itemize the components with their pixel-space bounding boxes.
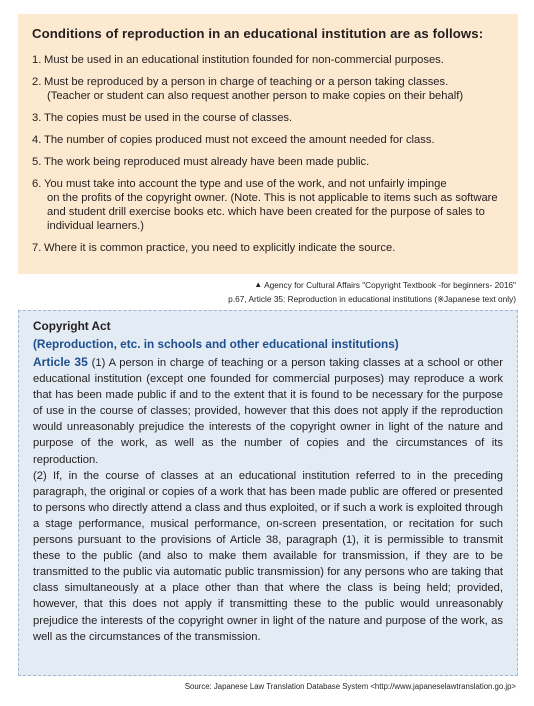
condition-item [32,177,504,233]
condition-text: Must be reproduced by a person in charge of teaching or a person taking classes. [44,76,449,88]
condition-item [32,53,504,67]
condition-text: The copies must be used in the course of classes. [44,112,293,124]
condition-item [32,75,504,103]
copyright-act-box [18,310,518,676]
condition-item [32,133,504,147]
citation-line-1: Agency for Cultural Affairs "Copyright Textbook -for beginners- 2016" [264,280,516,290]
condition-text: The number of copies produced must not exceed the amount needed for class. [44,134,435,146]
conditions-list [32,53,504,255]
condition-item [32,111,504,125]
conditions-title: Conditions of reproduction in an educational institution are as follows: [32,26,484,41]
condition-number: 1. [32,54,42,66]
condition-number: 2. [32,76,42,88]
condition-text: You must take into account the type and use of the work, and not unfairly impinge [44,178,447,190]
condition-note: on the profits of the copyright owner. (Note. This is not applicable to items such as software and student drill exercise books etc. which have been created for the purpose of sales to individual learners.) [47,192,498,232]
condition-number: 4. [32,134,42,146]
condition-number: 6. [32,178,42,190]
triangle-up-icon: ▲ [254,280,263,289]
condition-item [32,155,504,169]
paragraph-1-text: (1) A person in charge of teaching or a person taking classes at a school or other educational institution (except one founded for commercial purposes) may reproduce a work that has been made public if and to the extent that it is found to be necessary for the purpose of use in the course of classes; provided, however that this does not apply if the reproduction would unreasonably prejudice the interests of the copyright owner in light of the nature and purpose of the work, as well as the number of copies and the circumstances of its reproduction. [33,357,503,466]
condition-number: 7. [32,242,42,254]
condition-text: Where it is common practice, you need to explicitly indicate the source. [44,242,396,254]
act-subtitle: (Reproduction, etc. in schools and other educational institutions) [33,337,399,351]
conditions-box [18,14,518,274]
condition-number: 3. [32,112,42,124]
condition-item [32,241,504,255]
paragraph-2-text: (2) If, in the course of classes at an educational institution referred to in the preceding paragraph, the original or copies of a work that has been made public are offered or presented to persons who directly attend a class and thus exploited, or if such a work is exploited through a stage performance, musical performance, on-screen presentation, or recitation for such persons pursuant to the provisions of Article 38, paragraph (1), it is permissible to transmit these to the public (and also to make them available for transmission, if they are to be transmitted to the public via automatic public transmission) for any persons who are taking that class simultaneously at a place other than that where the class is being held; provided, however, that this does not apply if transmitting these to the public would unreasonably prejudice the interests of the copyright owner in light of the nature and purpose of the work, as well as the circumstances of the transmission. [33,469,503,643]
act-title: Copyright Act [33,319,111,333]
act-body [33,354,503,645]
condition-note: (Teacher or student can also request another person to make copies on their behalf) [47,90,464,102]
condition-text: Must be used in an educational institution founded for non-commercial purposes. [44,54,444,66]
article-label: Article 35 [33,355,88,369]
article-paragraph-1 [33,354,503,468]
source-citation: Source: Japanese Law Translation Database System <http://www.japaneselawtranslation.go.jp> [184,682,516,691]
citation-line-2: p.67, Article 35: Reproduction in educational institutions (※Japanese text only) [228,294,516,304]
condition-text: The work being reproduced must already have been made public. [44,156,370,168]
condition-number: 5. [32,156,42,168]
textbook-citation [136,278,516,306]
